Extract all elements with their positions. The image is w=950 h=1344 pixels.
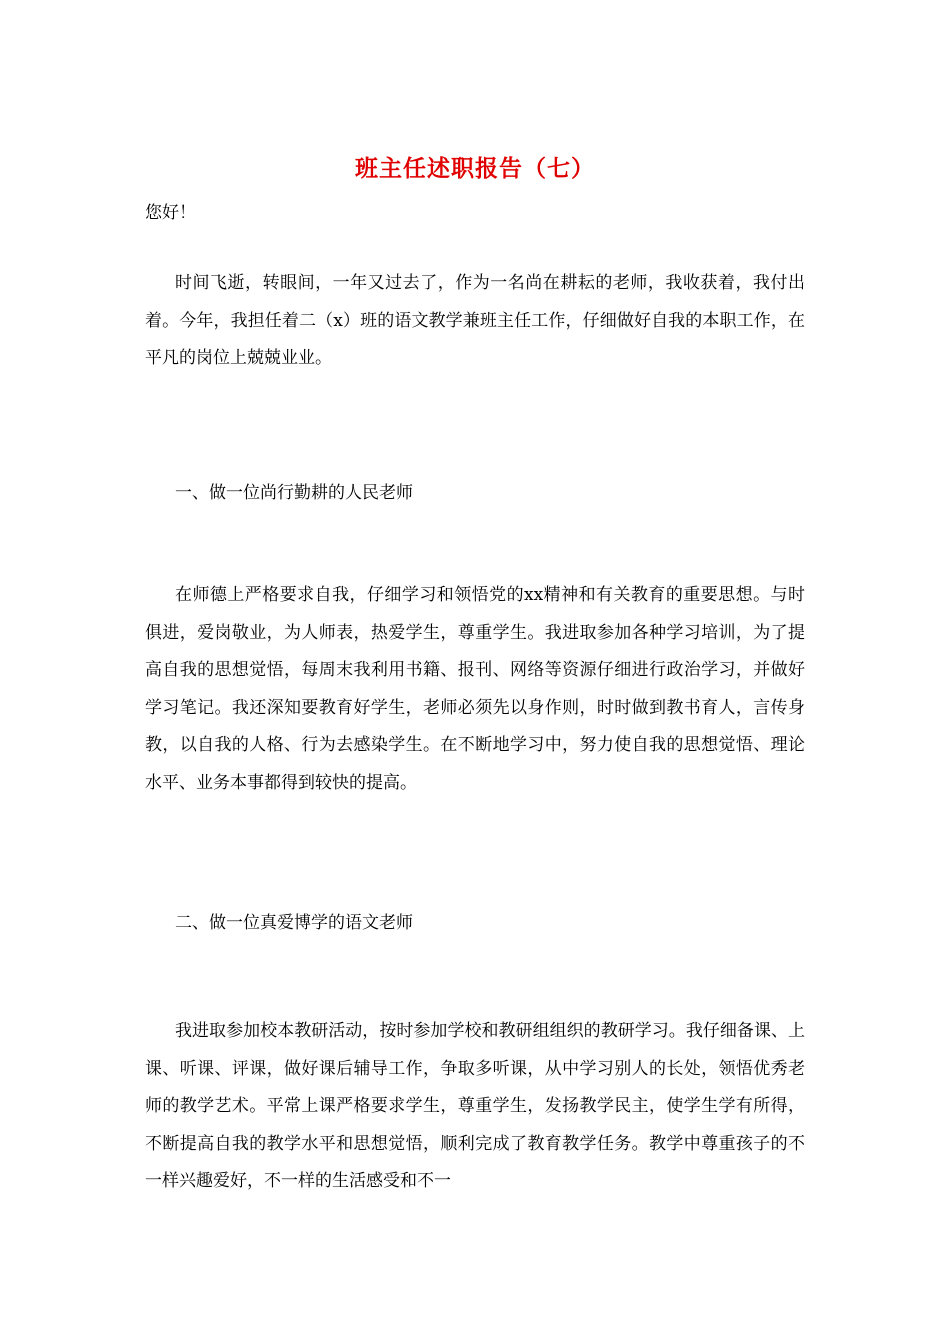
paragraph-section-1: 在师德上严格要求自我，仔细学习和领悟党的xx精神和有关教育的重要思想。与时俱进，爱岗敬业，为人师表，热爱学生，尊重学生。我进取参加各种学习培训，为了提高自我的思想觉悟，每周末我利用书籍、报刊、网络等资源仔细进行政治学习，并做好学习笔记。我还深知要教育好学生，老师必须先以身作则，时时做到教书育人，言传身教，以自我的人格、行为去感染学生。在不断地学习中，努力使自我的思想觉悟、理论水平、业务本事都得到较快的提高。: [145, 585, 805, 793]
section-heading-2: 二、做一位真爱博学的语文老师: [175, 913, 413, 933]
greeting: 您好！: [145, 203, 196, 223]
document-title: 班主任述职报告（七）: [355, 155, 595, 182]
paragraph-section-2: 我进取参加校本教研活动，按时参加学校和教研组组织的教研学习。我仔细备课、上课、听课、评课，做好课后辅导工作，争取多听课，从中学习别人的长处，领悟优秀老师的教学艺术。平常上课严格要求学生，尊重学生，发扬教学民主，使学生学有所得，不断提高自我的教学水平和思想觉悟，顺利完成了教育教学任务。教学中尊重孩子的不一样兴趣爱好，不一样的生活感受和不一: [145, 1021, 805, 1191]
paragraph-intro: 时间飞逝，转眼间，一年又过去了，作为一名尚在耕耘的老师，我收获着，我付出着。今年，我担任着二（x）班的语文教学兼班主任工作，仔细做好自我的本职工作，在平凡的岗位上兢兢业业。: [145, 273, 805, 368]
section-heading-1: 一、做一位尚行勤耕的人民老师: [175, 483, 413, 503]
